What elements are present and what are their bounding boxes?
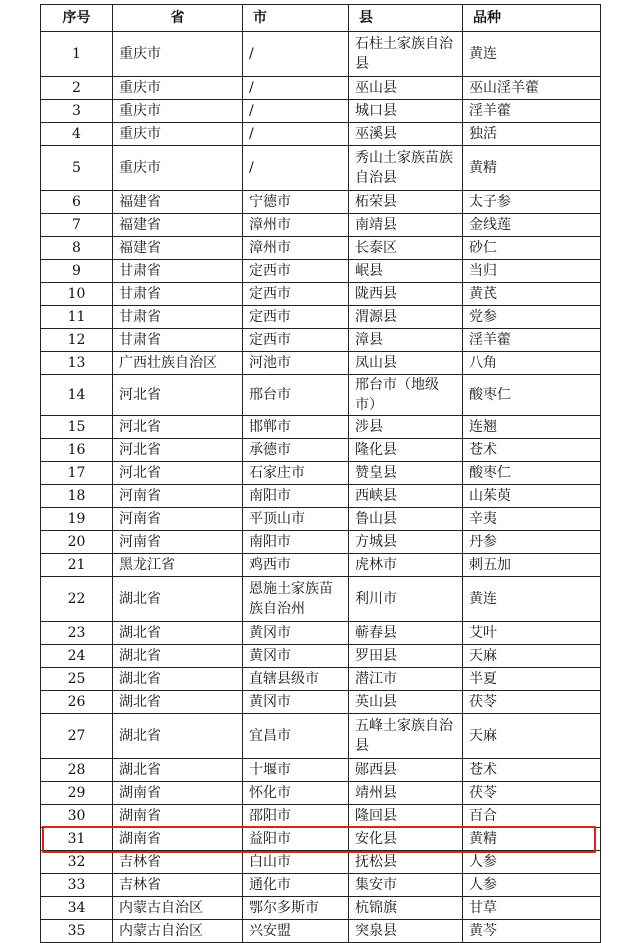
cell-province: 内蒙古自治区 (113, 897, 243, 920)
cell-variety: 黄精 (463, 146, 601, 191)
cell-province: 河北省 (113, 439, 243, 462)
cell-county: 集安市 (349, 874, 463, 897)
cell-city: 定西市 (243, 329, 349, 352)
cell-county: 柘荣县 (349, 191, 463, 214)
cell-county: 虎林市 (349, 554, 463, 577)
cell-variety: 连翘 (463, 416, 601, 439)
cell-city: / (243, 146, 349, 191)
cell-province: 湖北省 (113, 714, 243, 759)
cell-county: 岷县 (349, 260, 463, 283)
cell-serial: 13 (41, 352, 113, 375)
cell-province: 福建省 (113, 237, 243, 260)
cell-province: 甘肃省 (113, 329, 243, 352)
cell-province: 湖南省 (113, 828, 243, 851)
table-row (41, 805, 601, 828)
cell-province: 湖南省 (113, 805, 243, 828)
cell-serial: 9 (41, 260, 113, 283)
cell-variety: 天麻 (463, 645, 601, 668)
table-body (41, 32, 601, 943)
cell-serial: 12 (41, 329, 113, 352)
cell-province: 重庆市 (113, 100, 243, 123)
cell-county: 赞皇县 (349, 462, 463, 485)
cell-city: 邯郸市 (243, 416, 349, 439)
cell-county: 英山县 (349, 691, 463, 714)
cell-variety: 黄精 (463, 828, 601, 851)
cell-city: 石家庄市 (243, 462, 349, 485)
cell-province: 重庆市 (113, 77, 243, 100)
cell-county: 西峡县 (349, 485, 463, 508)
cell-county: 涉县 (349, 416, 463, 439)
cell-serial: 14 (41, 375, 113, 416)
herb-region-table (40, 4, 601, 943)
cell-variety: 黄芪 (463, 283, 601, 306)
cell-city: 十堰市 (243, 759, 349, 782)
table-row (41, 897, 601, 920)
cell-variety: 甘草 (463, 897, 601, 920)
cell-city: / (243, 100, 349, 123)
cell-serial: 8 (41, 237, 113, 260)
cell-city: 定西市 (243, 260, 349, 283)
cell-variety: 淫羊藿 (463, 329, 601, 352)
cell-city: 承德市 (243, 439, 349, 462)
cell-serial: 21 (41, 554, 113, 577)
cell-county: 巫山县 (349, 77, 463, 100)
cell-variety: 百合 (463, 805, 601, 828)
cell-variety: 人参 (463, 851, 601, 874)
cell-variety: 酸枣仁 (463, 375, 601, 416)
cell-serial: 24 (41, 645, 113, 668)
table-row (41, 191, 601, 214)
cell-county: 郧西县 (349, 759, 463, 782)
table-row (41, 146, 601, 191)
cell-variety: 当归 (463, 260, 601, 283)
cell-province: 福建省 (113, 191, 243, 214)
cell-city: 兴安盟 (243, 920, 349, 943)
cell-county: 凤山县 (349, 352, 463, 375)
cell-province: 河南省 (113, 485, 243, 508)
cell-variety: 天麻 (463, 714, 601, 759)
cell-county: 方城县 (349, 531, 463, 554)
cell-variety: 苍术 (463, 759, 601, 782)
cell-serial: 19 (41, 508, 113, 531)
table-row (41, 714, 601, 759)
cell-county: 巫溪县 (349, 123, 463, 146)
header-serial: 序号 (41, 5, 113, 32)
cell-province: 吉林省 (113, 851, 243, 874)
cell-variety: 苍术 (463, 439, 601, 462)
table-row (41, 782, 601, 805)
table-row (41, 920, 601, 943)
header-county: 县 (349, 5, 463, 32)
cell-city: 恩施土家族苗族自治州 (243, 577, 349, 622)
cell-city: 黄冈市 (243, 622, 349, 645)
cell-province: 湖北省 (113, 759, 243, 782)
cell-city: / (243, 32, 349, 77)
cell-county: 罗田县 (349, 645, 463, 668)
cell-city: 平顶山市 (243, 508, 349, 531)
cell-province: 湖北省 (113, 577, 243, 622)
cell-variety: 黄连 (463, 577, 601, 622)
cell-city: 怀化市 (243, 782, 349, 805)
table-row (41, 554, 601, 577)
table-row (41, 214, 601, 237)
header-city: 市 (243, 5, 349, 32)
table-row (41, 668, 601, 691)
cell-variety: 独活 (463, 123, 601, 146)
table-row (41, 828, 601, 851)
cell-serial: 3 (41, 100, 113, 123)
cell-province: 内蒙古自治区 (113, 920, 243, 943)
cell-city: 通化市 (243, 874, 349, 897)
cell-province: 黑龙江省 (113, 554, 243, 577)
cell-variety: 半夏 (463, 668, 601, 691)
cell-serial: 35 (41, 920, 113, 943)
table-row (41, 851, 601, 874)
table-row (41, 622, 601, 645)
cell-city: 邢台市 (243, 375, 349, 416)
table-row (41, 462, 601, 485)
cell-serial: 4 (41, 123, 113, 146)
cell-city: 河池市 (243, 352, 349, 375)
cell-city: 宁德市 (243, 191, 349, 214)
header-province: 省 (113, 5, 243, 32)
table-row (41, 260, 601, 283)
header-variety: 品种 (463, 5, 601, 32)
cell-serial: 26 (41, 691, 113, 714)
cell-city: 益阳市 (243, 828, 349, 851)
cell-serial: 34 (41, 897, 113, 920)
cell-variety: 砂仁 (463, 237, 601, 260)
cell-province: 河北省 (113, 416, 243, 439)
cell-city: / (243, 77, 349, 100)
cell-city: / (243, 123, 349, 146)
cell-province: 甘肃省 (113, 283, 243, 306)
table-row (41, 508, 601, 531)
table-row (41, 375, 601, 416)
cell-county: 隆化县 (349, 439, 463, 462)
cell-province: 广西壮族自治区 (113, 352, 243, 375)
cell-serial: 33 (41, 874, 113, 897)
cell-city: 宜昌市 (243, 714, 349, 759)
cell-serial: 6 (41, 191, 113, 214)
table-row (41, 485, 601, 508)
cell-serial: 32 (41, 851, 113, 874)
cell-county: 五峰土家族自治县 (349, 714, 463, 759)
cell-province: 湖南省 (113, 782, 243, 805)
cell-county: 靖州县 (349, 782, 463, 805)
cell-city: 南阳市 (243, 485, 349, 508)
cell-serial: 29 (41, 782, 113, 805)
cell-county: 杭锦旗 (349, 897, 463, 920)
table-row (41, 123, 601, 146)
cell-county: 抚松县 (349, 851, 463, 874)
cell-variety: 刺五加 (463, 554, 601, 577)
cell-county: 鲁山县 (349, 508, 463, 531)
cell-city: 邵阳市 (243, 805, 349, 828)
cell-province: 重庆市 (113, 123, 243, 146)
cell-city: 鸡西市 (243, 554, 349, 577)
cell-serial: 11 (41, 306, 113, 329)
cell-county: 渭源县 (349, 306, 463, 329)
cell-province: 河北省 (113, 462, 243, 485)
cell-county: 安化县 (349, 828, 463, 851)
table-row (41, 352, 601, 375)
cell-county: 南靖县 (349, 214, 463, 237)
table-row (41, 283, 601, 306)
cell-variety: 八角 (463, 352, 601, 375)
cell-county: 潜江市 (349, 668, 463, 691)
cell-county: 隆回县 (349, 805, 463, 828)
cell-county: 长泰区 (349, 237, 463, 260)
cell-province: 湖北省 (113, 622, 243, 645)
cell-serial: 30 (41, 805, 113, 828)
cell-province: 河南省 (113, 508, 243, 531)
cell-province: 吉林省 (113, 874, 243, 897)
cell-city: 南阳市 (243, 531, 349, 554)
table-row (41, 329, 601, 352)
table-row (41, 306, 601, 329)
cell-province: 重庆市 (113, 32, 243, 77)
cell-serial: 7 (41, 214, 113, 237)
cell-serial: 28 (41, 759, 113, 782)
cell-variety: 酸枣仁 (463, 462, 601, 485)
table-row (41, 77, 601, 100)
cell-county: 邢台市（地级市） (349, 375, 463, 416)
cell-variety: 黄连 (463, 32, 601, 77)
cell-variety: 辛夷 (463, 508, 601, 531)
cell-variety: 丹参 (463, 531, 601, 554)
table-row (41, 645, 601, 668)
cell-province: 甘肃省 (113, 306, 243, 329)
cell-county: 利川市 (349, 577, 463, 622)
cell-city: 鄂尔多斯市 (243, 897, 349, 920)
cell-city: 黄冈市 (243, 691, 349, 714)
cell-variety: 山茱萸 (463, 485, 601, 508)
cell-serial: 1 (41, 32, 113, 77)
cell-county: 突泉县 (349, 920, 463, 943)
cell-county: 陇西县 (349, 283, 463, 306)
cell-serial: 23 (41, 622, 113, 645)
cell-province: 湖北省 (113, 645, 243, 668)
cell-city: 黄冈市 (243, 645, 349, 668)
cell-variety: 人参 (463, 874, 601, 897)
cell-province: 福建省 (113, 214, 243, 237)
cell-variety: 太子参 (463, 191, 601, 214)
cell-serial: 10 (41, 283, 113, 306)
cell-serial: 27 (41, 714, 113, 759)
table-header-row (41, 5, 601, 32)
table-row (41, 577, 601, 622)
cell-county: 漳县 (349, 329, 463, 352)
cell-variety: 艾叶 (463, 622, 601, 645)
cell-province: 湖北省 (113, 691, 243, 714)
cell-serial: 18 (41, 485, 113, 508)
cell-serial: 16 (41, 439, 113, 462)
cell-variety: 茯苓 (463, 782, 601, 805)
cell-serial: 5 (41, 146, 113, 191)
table-row (41, 32, 601, 77)
cell-county: 城口县 (349, 100, 463, 123)
cell-variety: 巫山淫羊藿 (463, 77, 601, 100)
cell-serial: 20 (41, 531, 113, 554)
table-row (41, 237, 601, 260)
cell-serial: 17 (41, 462, 113, 485)
cell-city: 白山市 (243, 851, 349, 874)
table-row (41, 100, 601, 123)
cell-city: 漳州市 (243, 237, 349, 260)
table-row (41, 439, 601, 462)
cell-city: 直辖县级市 (243, 668, 349, 691)
cell-province: 河南省 (113, 531, 243, 554)
cell-serial: 31 (41, 828, 113, 851)
cell-province: 甘肃省 (113, 260, 243, 283)
cell-variety: 淫羊藿 (463, 100, 601, 123)
cell-province: 湖北省 (113, 668, 243, 691)
cell-variety: 黄芩 (463, 920, 601, 943)
cell-serial: 15 (41, 416, 113, 439)
cell-province: 河北省 (113, 375, 243, 416)
cell-city: 定西市 (243, 306, 349, 329)
cell-variety: 党参 (463, 306, 601, 329)
cell-city: 定西市 (243, 283, 349, 306)
cell-serial: 2 (41, 77, 113, 100)
cell-variety: 茯苓 (463, 691, 601, 714)
cell-city: 漳州市 (243, 214, 349, 237)
table-row (41, 531, 601, 554)
herb-region-table-wrapper (40, 4, 600, 943)
cell-serial: 25 (41, 668, 113, 691)
cell-county: 石柱土家族自治县 (349, 32, 463, 77)
table-row (41, 874, 601, 897)
table-row (41, 691, 601, 714)
cell-serial: 22 (41, 577, 113, 622)
table-row (41, 416, 601, 439)
cell-county: 秀山土家族苗族自治县 (349, 146, 463, 191)
table-row (41, 759, 601, 782)
cell-county: 蕲春县 (349, 622, 463, 645)
cell-province: 重庆市 (113, 146, 243, 191)
cell-variety: 金线莲 (463, 214, 601, 237)
